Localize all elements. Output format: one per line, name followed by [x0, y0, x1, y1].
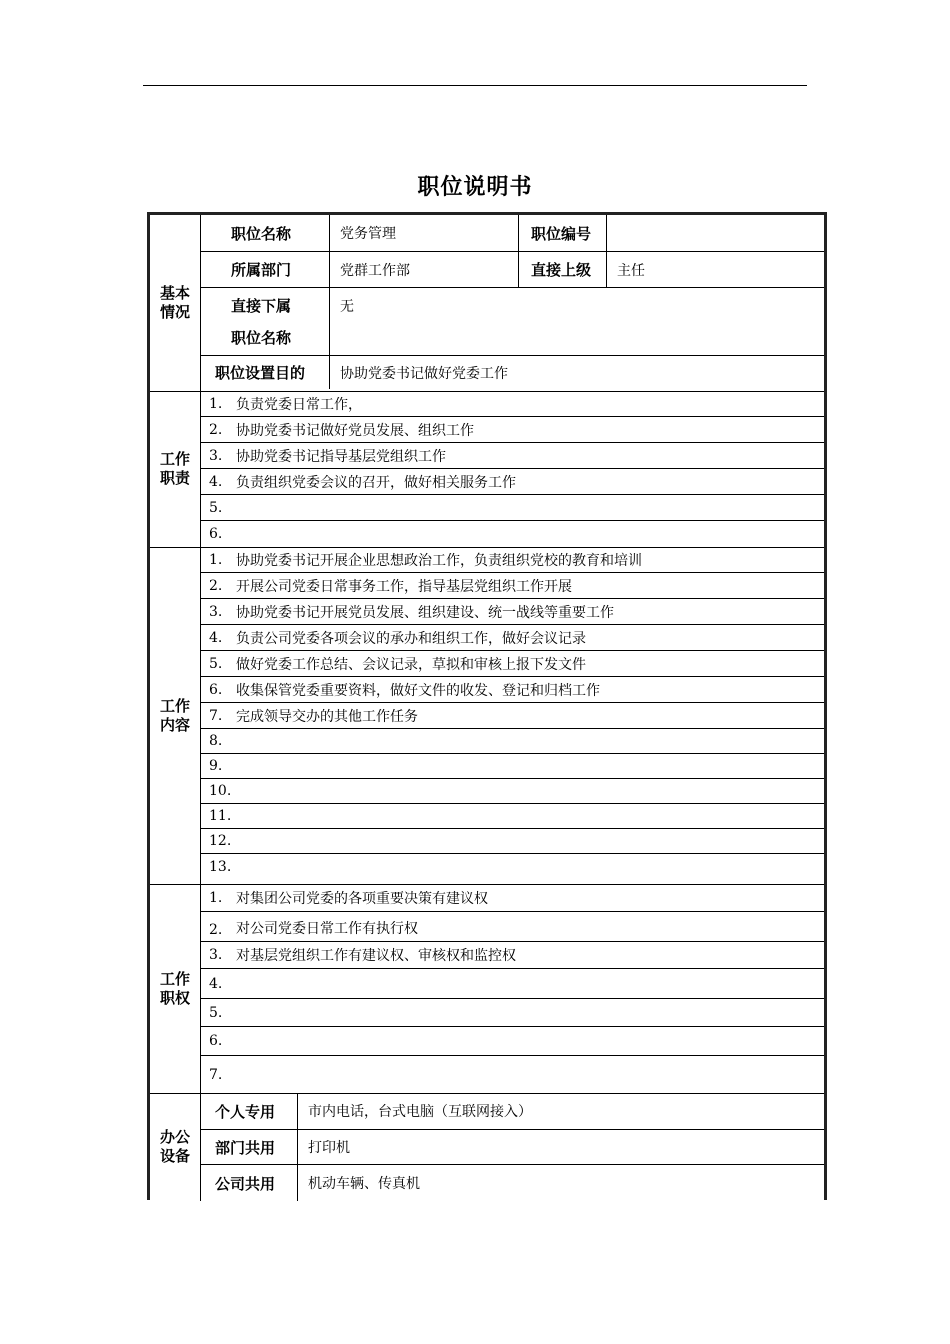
item-number: 6. — [209, 681, 223, 698]
subordinate-label-1: 直接下属 — [231, 297, 292, 315]
item-text: 对公司党委日常工作有执行权 — [236, 921, 418, 937]
list-item — [201, 942, 824, 969]
position-code-label: 职位编号 — [518, 215, 606, 251]
job-description-table — [147, 212, 827, 1200]
list-item — [201, 599, 824, 625]
section-basic — [150, 215, 824, 392]
section-authority — [150, 884, 824, 1094]
section-label-basic — [150, 215, 201, 391]
header-rule — [143, 85, 807, 86]
section-label-duties — [150, 391, 201, 547]
list-item — [201, 1056, 824, 1093]
section-label-text: 基本 情况 — [159, 284, 190, 321]
basic-row-purpose — [201, 356, 824, 389]
list-item — [201, 779, 824, 804]
item-text: 协助党委书记指导基层党组织工作 — [236, 448, 446, 465]
item-number: 1. — [209, 889, 223, 906]
list-item — [201, 443, 824, 469]
equipment-value: 市内电话，台式电脑（互联网接入） — [297, 1093, 824, 1129]
basic-row-dept — [201, 252, 824, 288]
item-text: 负责党委日常工作， — [236, 396, 362, 413]
item-number: 2. — [209, 421, 223, 438]
list-item — [201, 854, 824, 879]
position-code-value — [606, 215, 824, 251]
list-item — [201, 804, 824, 829]
purpose-label: 职位设置目的 — [215, 364, 306, 382]
section-label-authority — [150, 884, 201, 1093]
content-list — [201, 547, 824, 884]
list-item — [201, 829, 824, 854]
section-label-text: 办公 设备 — [159, 1128, 190, 1165]
item-text: 完成领导交办的其他工作任务 — [236, 708, 418, 725]
item-number: 9. — [209, 758, 223, 774]
list-item — [201, 1027, 824, 1056]
position-name-label: 职位名称 — [231, 224, 292, 243]
item-number: 13. — [209, 858, 232, 875]
section-equipment — [150, 1093, 824, 1201]
equipment-key: 部门共用 — [215, 1138, 276, 1157]
item-number: 1. — [209, 395, 223, 412]
list-item — [201, 884, 824, 912]
item-number: 8. — [209, 733, 223, 749]
item-number: 10. — [209, 783, 232, 799]
item-number: 3. — [209, 603, 223, 620]
item-number: 1. — [209, 551, 223, 568]
equipment-key: 个人专用 — [215, 1102, 276, 1121]
list-item — [201, 573, 824, 599]
item-text: 开展公司党委日常事务工作，指导基层党组织工作开展 — [236, 578, 572, 595]
item-text: 协助党委书记做好党员发展、组织工作 — [236, 422, 474, 439]
list-item — [201, 391, 824, 417]
equipment-row — [201, 1093, 824, 1130]
position-name-value: 党务管理 — [329, 215, 518, 251]
section-label-text: 工作 职权 — [159, 969, 190, 1007]
list-item — [201, 495, 824, 521]
list-item — [201, 999, 824, 1027]
item-number: 7. — [209, 1066, 223, 1083]
section-label-text: 工作 职责 — [159, 450, 190, 487]
item-number: 12. — [209, 833, 232, 849]
item-number: 5. — [209, 499, 223, 516]
list-item — [201, 417, 824, 443]
section-duties — [150, 391, 824, 548]
equipment-row — [201, 1130, 824, 1165]
list-item — [201, 729, 824, 754]
item-number: 4. — [209, 975, 223, 992]
item-text: 收集保管党委重要资料，做好文件的收发、登记和归档工作 — [236, 682, 600, 699]
superior-label: 直接上级 — [518, 252, 606, 287]
item-number: 4. — [209, 629, 223, 646]
authority-list — [201, 884, 824, 1093]
list-item — [201, 703, 824, 729]
item-number: 4. — [209, 473, 223, 490]
list-item — [201, 469, 824, 495]
item-number: 3. — [209, 447, 223, 464]
item-number: 7. — [209, 707, 223, 724]
item-number: 2. — [209, 922, 223, 938]
subordinate-label-cell — [201, 288, 329, 355]
item-text: 做好党委工作总结、会议记录，草拟和审核上报下发文件 — [236, 656, 586, 673]
equipment-value: 机动车辆、传真机 — [297, 1165, 824, 1201]
dept-label: 所属部门 — [231, 261, 292, 279]
purpose-value: 协助党委书记做好党委工作 — [329, 356, 824, 389]
item-number: 11. — [209, 808, 232, 824]
equipment-key: 公司共用 — [215, 1174, 276, 1193]
equipment-rows — [201, 1093, 824, 1201]
list-item — [201, 625, 824, 651]
basic-rows — [201, 215, 824, 391]
item-text: 负责组织党委会议的召开，做好相关服务工作 — [236, 474, 516, 491]
item-number: 6. — [209, 526, 223, 542]
list-item — [201, 754, 824, 779]
page-title: 职位说明书 — [417, 175, 533, 200]
item-number: 3. — [209, 947, 223, 963]
subordinate-label-2: 职位名称 — [231, 329, 292, 347]
duties-list — [201, 391, 824, 547]
equipment-value: 打印机 — [297, 1130, 824, 1164]
superior-value: 主任 — [606, 252, 824, 287]
list-item — [201, 547, 824, 573]
item-number: 5. — [209, 1004, 223, 1021]
list-item — [201, 521, 824, 547]
item-text: 负责公司党委各项会议的承办和组织工作，做好会议记录 — [236, 630, 586, 647]
list-item — [201, 912, 824, 942]
subordinate-value: 无 — [329, 288, 824, 355]
dept-value: 党群工作部 — [329, 252, 518, 287]
section-label-equipment — [150, 1093, 201, 1201]
item-number: 5. — [209, 655, 223, 672]
item-text: 对集团公司党委的各项重要决策有建议权 — [236, 890, 488, 907]
list-item — [201, 969, 824, 999]
item-number: 6. — [209, 1033, 223, 1049]
equipment-row — [201, 1165, 824, 1201]
item-number: 2. — [209, 577, 223, 594]
section-content — [150, 547, 824, 885]
section-label-content — [150, 547, 201, 884]
item-text: 协助党委书记开展党员发展、组织建设、统一战线等重要工作 — [236, 604, 614, 621]
section-label-text: 工作 内容 — [159, 696, 190, 734]
basic-row-subordinate — [201, 288, 824, 356]
item-text: 协助党委书记开展企业思想政治工作，负责组织党校的教育和培训 — [236, 552, 642, 569]
list-item — [201, 677, 824, 703]
list-item — [201, 651, 824, 677]
item-text: 对基层党组织工作有建议权、审核权和监控权 — [236, 948, 516, 964]
basic-row-name — [201, 215, 824, 252]
